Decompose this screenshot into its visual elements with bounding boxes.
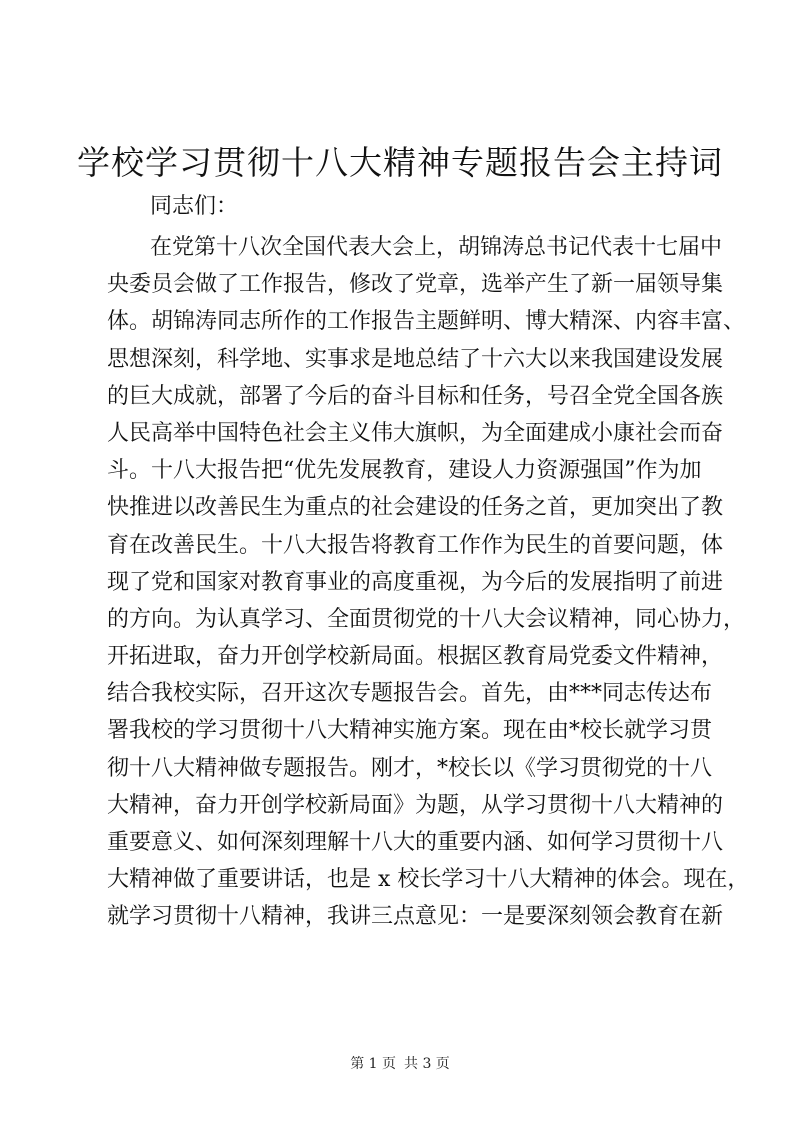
body-line: 斗。十八大报告把“优先发展教育，建设人力资源强国”作为加 — [107, 458, 702, 484]
body-line: 的巨大成就，部署了今后的奋斗目标和任务，号召全党全国各族 — [107, 383, 724, 409]
body-line: 重要意义、如何深刻理解十八大的重要内涵、如何学习贯彻十八 — [107, 830, 724, 855]
body-line: 现了党和国家对教育事业的高度重视，为今后的发展指明了前进 — [107, 569, 724, 595]
page-footer — [0, 1054, 800, 1074]
body-line: 央委员会做了工作报告，修改了党章，选举产生了新一届领导集 — [107, 272, 724, 298]
document-body — [107, 229, 750, 936]
body-line: 署我校的学习贯彻十八大精神实施方案。现在由*校长就学习贯 — [107, 718, 713, 744]
body-line: 大精神做了重要讲话，也是 x 校长学习十八大精神的体会。现在， — [107, 867, 750, 893]
body-line: 快推进以改善民生为重点的社会建设的任务之首，更加突出了教 — [107, 495, 724, 521]
body-line: 就学习贯彻十八精神，我讲三点意见：一是要深刻领会教育在新 — [107, 904, 724, 930]
page-total: 共 3 页 — [404, 1056, 450, 1072]
page-number: 第 1 页 — [350, 1056, 396, 1072]
body-line: 思想深刻，科学地、实事求是地总结了十六大以来我国建设发展 — [107, 346, 724, 372]
body-line: 体。胡锦涛同志所作的工作报告主题鲜明、博大精深、内容丰富、 — [107, 309, 746, 335]
body-line: 的方向。为认真学习、全面贯彻党的十八大会议精神，同心协力， — [107, 606, 746, 632]
body-line: 大精神，奋力开创学校新局面》为题，从学习贯彻十八大精神的 — [107, 792, 724, 818]
body-line: 在党第十八次全国代表大会上，胡锦涛总书记代表十七届中 — [150, 235, 723, 260]
body-line: 育在改善民生。十八大报告将教育工作作为民生的首要问题，体 — [107, 532, 724, 558]
document-title: 学校学习贯彻十八大精神专题报告会主持词 — [77, 143, 723, 182]
body-line: 彻十八大精神做专题报告。刚才，*校长以《学习贯彻党的十八 — [107, 755, 713, 781]
body-line: 人民高举中国特色社会主义伟大旗帜，为全面建成小康社会而奋 — [107, 420, 724, 446]
body-line: 开拓进取，奋力开创学校新局面。根据区教育局党委文件精神， — [107, 644, 724, 670]
body-line: 结合我校实际，召开这次专题报告会。首先，由***同志传达布 — [107, 681, 713, 707]
greeting-text: 同志们： — [150, 194, 239, 219]
